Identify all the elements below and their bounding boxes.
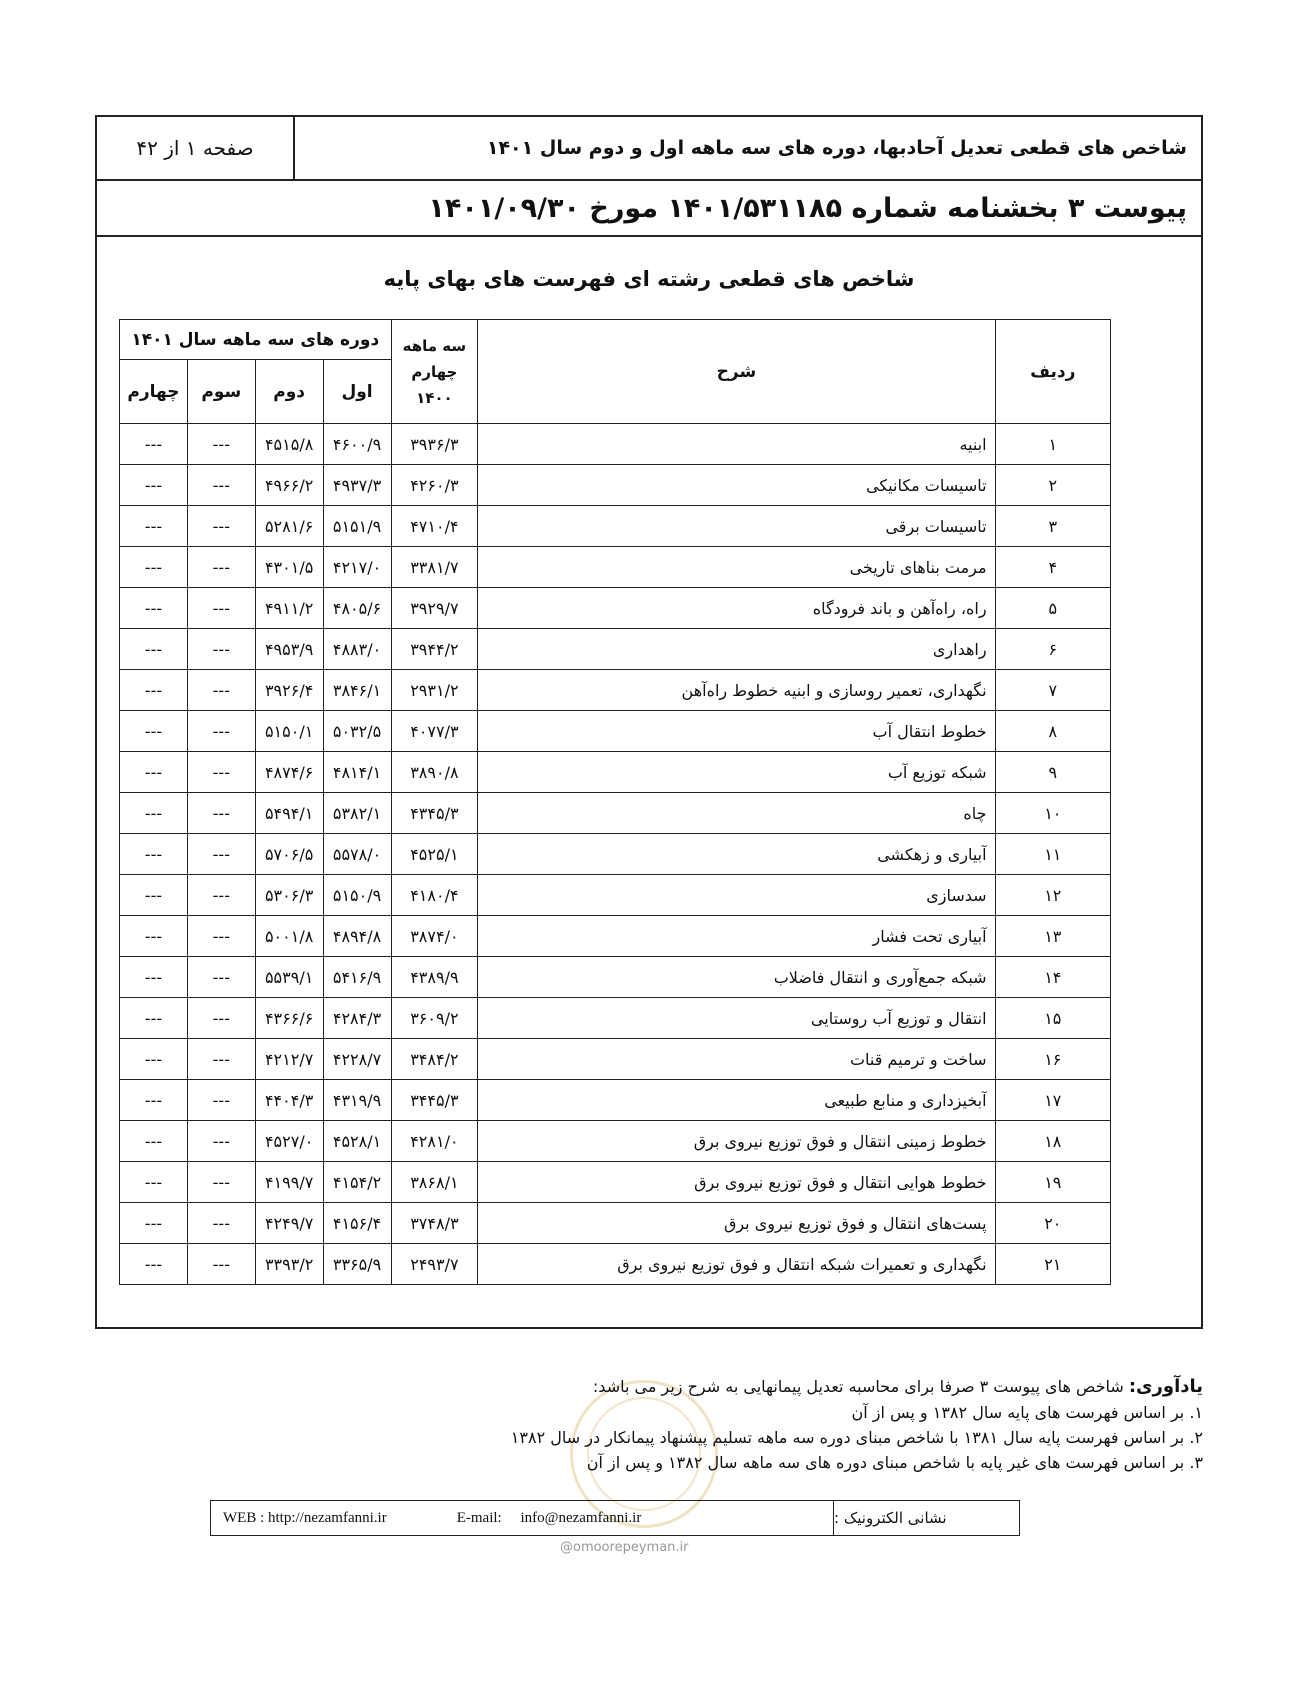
cell-q1: ۴۱۵۶/۴ bbox=[323, 1203, 391, 1244]
web-link[interactable]: WEB : http://nezamfanni.ir bbox=[223, 1509, 387, 1526]
footer-label: یادآوری: bbox=[1128, 1376, 1203, 1397]
cell-radif: ۱۲ bbox=[995, 875, 1110, 916]
cell-q4: --- bbox=[120, 793, 188, 834]
cell-q3: --- bbox=[187, 1080, 255, 1121]
footer-notes bbox=[95, 1370, 1203, 1478]
contact-box bbox=[210, 1500, 1020, 1536]
cell-q3: --- bbox=[187, 834, 255, 875]
header-radif: ردیف bbox=[995, 320, 1110, 424]
cell-q2: ۴۹۵۳/۹ bbox=[255, 629, 323, 670]
email-address[interactable]: info@nezamfanni.ir bbox=[520, 1509, 642, 1526]
table-row bbox=[120, 629, 1111, 670]
cell-desc: تاسیسات برقی bbox=[478, 506, 995, 547]
cell-q4: --- bbox=[120, 916, 188, 957]
cell-q4-1400: ۳۴۸۴/۲ bbox=[391, 1039, 478, 1080]
cell-desc: چاه bbox=[478, 793, 995, 834]
email-label: E-mail: bbox=[456, 1509, 502, 1526]
cell-q4: --- bbox=[120, 506, 188, 547]
cell-q4: --- bbox=[120, 834, 188, 875]
cell-q1: ۴۱۵۴/۲ bbox=[323, 1162, 391, 1203]
cell-q2: ۴۲۴۹/۷ bbox=[255, 1203, 323, 1244]
cell-q4-1400: ۴۷۱۰/۴ bbox=[391, 506, 478, 547]
table-title: شاخص های قطعی رشته ای فهرست های بهای پایه bbox=[383, 267, 915, 291]
cell-q4: --- bbox=[120, 1244, 188, 1285]
document-frame bbox=[95, 115, 1203, 1329]
cell-q4: --- bbox=[120, 629, 188, 670]
cell-q1: ۴۲۲۸/۷ bbox=[323, 1039, 391, 1080]
cell-desc: خطوط زمینی انتقال و فوق توزیع نیروی برق bbox=[478, 1121, 995, 1162]
cell-q4-1400: ۳۷۴۸/۳ bbox=[391, 1203, 478, 1244]
footer-item-3: ۳. بر اساس فهرست های غیر پایه با شاخص مبنای دوره های سه ماهه سال ۱۳۸۲ و پس از آن bbox=[586, 1453, 1203, 1472]
cell-q1: ۴۸۸۳/۰ bbox=[323, 629, 391, 670]
cell-q4-1400: ۴۳۸۹/۹ bbox=[391, 957, 478, 998]
cell-q2: ۵۵۳۹/۱ bbox=[255, 957, 323, 998]
cell-q1: ۴۸۰۵/۶ bbox=[323, 588, 391, 629]
footer-intro: شاخص های پیوست ۳ صرفا برای محاسبه تعدیل پیمانهایی به شرح زیر می باشد: bbox=[592, 1377, 1124, 1396]
cell-desc: خطوط هوایی انتقال و فوق توزیع نیروی برق bbox=[478, 1162, 995, 1203]
cell-q4: --- bbox=[120, 424, 188, 465]
cell-q4-1400: ۴۲۶۰/۳ bbox=[391, 465, 478, 506]
cell-q4-1400: ۳۹۲۹/۷ bbox=[391, 588, 478, 629]
cell-q4-1400: ۳۹۴۴/۲ bbox=[391, 629, 478, 670]
table-row bbox=[120, 793, 1111, 834]
cell-radif: ۱۳ bbox=[995, 916, 1110, 957]
cell-q3: --- bbox=[187, 629, 255, 670]
cell-q3: --- bbox=[187, 916, 255, 957]
cell-q1: ۵۰۳۲/۵ bbox=[323, 711, 391, 752]
cell-q4: --- bbox=[120, 588, 188, 629]
cell-radif: ۲۰ bbox=[995, 1203, 1110, 1244]
footer-item-2: ۲. بر اساس فهرست پایه سال ۱۳۸۱ با شاخص مبنای دوره سه ماهه تسلیم پیشنهاد پیمانکار در سال ۱۳۸۲ bbox=[510, 1428, 1203, 1447]
document-title: شاخص های قطعی تعدیل آحادبها، دوره های سه ماهه اول و دوم سال ۱۴۰۱ bbox=[486, 137, 1187, 159]
table-row bbox=[120, 465, 1111, 506]
cell-desc: آبخیزداری و منابع طبیعی bbox=[478, 1080, 995, 1121]
table-row bbox=[120, 1039, 1111, 1080]
cell-q4: --- bbox=[120, 998, 188, 1039]
cell-q3: --- bbox=[187, 465, 255, 506]
cell-desc: ساخت و ترمیم قنات bbox=[478, 1039, 995, 1080]
cell-desc: انتقال و توزیع آب روستایی bbox=[478, 998, 995, 1039]
contact-links bbox=[211, 1501, 834, 1535]
cell-q2: ۴۹۱۱/۲ bbox=[255, 588, 323, 629]
cell-radif: ۱ bbox=[995, 424, 1110, 465]
header-q3: سوم bbox=[187, 360, 255, 424]
table-row bbox=[120, 875, 1111, 916]
cell-q1: ۵۱۵۰/۹ bbox=[323, 875, 391, 916]
cell-q4: --- bbox=[120, 752, 188, 793]
cell-q4-1400: ۴۱۸۰/۴ bbox=[391, 875, 478, 916]
cell-q1: ۵۳۸۲/۱ bbox=[323, 793, 391, 834]
cell-radif: ۲ bbox=[995, 465, 1110, 506]
cell-radif: ۳ bbox=[995, 506, 1110, 547]
cell-radif: ۱۵ bbox=[995, 998, 1110, 1039]
cell-q2: ۵۴۹۴/۱ bbox=[255, 793, 323, 834]
cell-q2: ۴۳۶۶/۶ bbox=[255, 998, 323, 1039]
cell-desc: راه، راه‌آهن و باند فرودگاه bbox=[478, 588, 995, 629]
cell-desc: سدسازی bbox=[478, 875, 995, 916]
table-row bbox=[120, 711, 1111, 752]
cell-q1: ۴۹۳۷/۳ bbox=[323, 465, 391, 506]
cell-q2: ۳۹۲۶/۴ bbox=[255, 670, 323, 711]
table-row bbox=[120, 1121, 1111, 1162]
cell-q4: --- bbox=[120, 547, 188, 588]
cell-q2: ۵۰۰۱/۸ bbox=[255, 916, 323, 957]
cell-q3: --- bbox=[187, 588, 255, 629]
cell-q4-1400: ۳۸۷۴/۰ bbox=[391, 916, 478, 957]
cell-q4-1400: ۳۴۴۵/۳ bbox=[391, 1080, 478, 1121]
cell-radif: ۶ bbox=[995, 629, 1110, 670]
cell-q4-1400: ۳۸۹۰/۸ bbox=[391, 752, 478, 793]
table-row bbox=[120, 547, 1111, 588]
cell-q3: --- bbox=[187, 670, 255, 711]
cell-q4: --- bbox=[120, 1039, 188, 1080]
cell-q3: --- bbox=[187, 1121, 255, 1162]
cell-desc: خطوط انتقال آب bbox=[478, 711, 995, 752]
table-row bbox=[120, 1244, 1111, 1285]
cell-q4-1400: ۴۳۴۵/۳ bbox=[391, 793, 478, 834]
table-row bbox=[120, 998, 1111, 1039]
cell-q4-1400: ۴۲۸۱/۰ bbox=[391, 1121, 478, 1162]
cell-radif: ۴ bbox=[995, 547, 1110, 588]
cell-radif: ۸ bbox=[995, 711, 1110, 752]
cell-q2: ۴۳۰۱/۵ bbox=[255, 547, 323, 588]
cell-q1: ۳۳۶۵/۹ bbox=[323, 1244, 391, 1285]
cell-q4: --- bbox=[120, 670, 188, 711]
cell-radif: ۱۶ bbox=[995, 1039, 1110, 1080]
cell-q1: ۵۴۱۶/۹ bbox=[323, 957, 391, 998]
cell-q4-1400: ۳۳۸۱/۷ bbox=[391, 547, 478, 588]
cell-q2: ۴۹۶۶/۲ bbox=[255, 465, 323, 506]
cell-q4: --- bbox=[120, 1080, 188, 1121]
cell-desc: نگهداری و تعمیرات شبکه انتقال و فوق توزیع نیروی برق bbox=[478, 1244, 995, 1285]
cell-desc: پست‌های انتقال و فوق توزیع نیروی برق bbox=[478, 1203, 995, 1244]
cell-q1: ۴۲۱۷/۰ bbox=[323, 547, 391, 588]
cell-q4-1400: ۴۵۲۵/۱ bbox=[391, 834, 478, 875]
cell-q4-1400: ۳۸۶۸/۱ bbox=[391, 1162, 478, 1203]
page-number: صفحه ۱ از ۴۲ bbox=[97, 117, 295, 179]
cell-q2: ۴۸۷۴/۶ bbox=[255, 752, 323, 793]
table-row bbox=[120, 1203, 1111, 1244]
cell-q4-1400: ۳۹۳۶/۳ bbox=[391, 424, 478, 465]
header-q1: اول bbox=[323, 360, 391, 424]
cell-q1: ۴۵۲۸/۱ bbox=[323, 1121, 391, 1162]
footer-item-1: ۱. بر اساس فهرست های پایه سال ۱۳۸۲ و پس از آن bbox=[851, 1403, 1203, 1422]
cell-q1: ۴۳۱۹/۹ bbox=[323, 1080, 391, 1121]
table-row bbox=[120, 1080, 1111, 1121]
table-row bbox=[120, 957, 1111, 998]
table-row bbox=[120, 752, 1111, 793]
cell-desc: تاسیسات مکانیکی bbox=[478, 465, 995, 506]
cell-q1: ۳۸۴۶/۱ bbox=[323, 670, 391, 711]
cell-q4-1400: ۲۹۳۱/۲ bbox=[391, 670, 478, 711]
table-row bbox=[120, 670, 1111, 711]
cell-q3: --- bbox=[187, 424, 255, 465]
cell-q3: --- bbox=[187, 998, 255, 1039]
contact-label: نشانی الکترونیک : bbox=[834, 1509, 947, 1527]
cell-radif: ۱۹ bbox=[995, 1162, 1110, 1203]
cell-q3: --- bbox=[187, 506, 255, 547]
header-desc: شرح bbox=[478, 320, 995, 424]
cell-radif: ۱۱ bbox=[995, 834, 1110, 875]
table-row bbox=[120, 834, 1111, 875]
cell-q4-1400: ۴۰۷۷/۳ bbox=[391, 711, 478, 752]
table-body bbox=[120, 424, 1111, 1285]
cell-q3: --- bbox=[187, 1039, 255, 1080]
table-row bbox=[120, 506, 1111, 547]
watermark: @omoorepeyman.ir bbox=[560, 1540, 689, 1555]
cell-q4: --- bbox=[120, 1162, 188, 1203]
cell-q4: --- bbox=[120, 711, 188, 752]
cell-q3: --- bbox=[187, 875, 255, 916]
table-row bbox=[120, 916, 1111, 957]
cell-q3: --- bbox=[187, 752, 255, 793]
cell-radif: ۹ bbox=[995, 752, 1110, 793]
cell-desc: شبکه جمع‌آوری و انتقال فاضلاب bbox=[478, 957, 995, 998]
header-q4-1400: سه ماهه چهارم ۱۴۰۰ bbox=[391, 320, 478, 424]
cell-desc: نگهداری، تعمیر روسازی و ابنیه خطوط راه‌آهن bbox=[478, 670, 995, 711]
cell-desc: شبکه توزیع آب bbox=[478, 752, 995, 793]
cell-q3: --- bbox=[187, 957, 255, 998]
cell-radif: ۱۷ bbox=[995, 1080, 1110, 1121]
cell-q2: ۴۵۲۷/۰ bbox=[255, 1121, 323, 1162]
email-link[interactable] bbox=[457, 1510, 642, 1527]
index-table bbox=[119, 319, 1111, 1285]
cell-radif: ۱۰ bbox=[995, 793, 1110, 834]
cell-desc: آبیاری تحت فشار bbox=[478, 916, 995, 957]
cell-desc: ابنیه bbox=[478, 424, 995, 465]
cell-radif: ۵ bbox=[995, 588, 1110, 629]
cell-q1: ۵۵۷۸/۰ bbox=[323, 834, 391, 875]
cell-q1: ۴۶۰۰/۹ bbox=[323, 424, 391, 465]
cell-q4-1400: ۳۶۰۹/۲ bbox=[391, 998, 478, 1039]
cell-q3: --- bbox=[187, 711, 255, 752]
cell-q4: --- bbox=[120, 1203, 188, 1244]
cell-q2: ۴۲۱۲/۷ bbox=[255, 1039, 323, 1080]
cell-q3: --- bbox=[187, 1203, 255, 1244]
cell-q1: ۴۸۱۴/۱ bbox=[323, 752, 391, 793]
cell-q3: --- bbox=[187, 1162, 255, 1203]
table-row bbox=[120, 1162, 1111, 1203]
cell-q3: --- bbox=[187, 1244, 255, 1285]
cell-q3: --- bbox=[187, 793, 255, 834]
header-row bbox=[97, 117, 1201, 181]
cell-q2: ۵۳۰۶/۳ bbox=[255, 875, 323, 916]
footer-intro-line bbox=[95, 1376, 1203, 1397]
table-row bbox=[120, 424, 1111, 465]
cell-radif: ۱۸ bbox=[995, 1121, 1110, 1162]
cell-q1: ۴۸۹۴/۸ bbox=[323, 916, 391, 957]
cell-q1: ۵۱۵۱/۹ bbox=[323, 506, 391, 547]
cell-q2: ۴۵۱۵/۸ bbox=[255, 424, 323, 465]
header-q4: چهارم bbox=[120, 360, 188, 424]
cell-radif: ۱۴ bbox=[995, 957, 1110, 998]
cell-q2: ۵۱۵۰/۱ bbox=[255, 711, 323, 752]
cell-q4: --- bbox=[120, 465, 188, 506]
cell-q2: ۵۷۰۶/۵ bbox=[255, 834, 323, 875]
header-q2: دوم bbox=[255, 360, 323, 424]
table-row bbox=[120, 588, 1111, 629]
cell-q2: ۴۱۹۹/۷ bbox=[255, 1162, 323, 1203]
cell-q2: ۴۴۰۴/۳ bbox=[255, 1080, 323, 1121]
cell-q4-1400: ۲۴۹۳/۷ bbox=[391, 1244, 478, 1285]
cell-radif: ۷ bbox=[995, 670, 1110, 711]
document-subtitle: پیوست ۳ بخشنامه شماره ۱۴۰۱/۵۳۱۱۸۵ مورخ ۱۴۰۱/۰۹/۳۰ bbox=[97, 181, 1201, 237]
cell-desc: راهداری bbox=[478, 629, 995, 670]
cell-q2: ۵۲۸۱/۶ bbox=[255, 506, 323, 547]
cell-q4: --- bbox=[120, 957, 188, 998]
cell-q3: --- bbox=[187, 547, 255, 588]
cell-q4: --- bbox=[120, 875, 188, 916]
cell-radif: ۲۱ bbox=[995, 1244, 1110, 1285]
cell-desc: آبیاری و زهکشی bbox=[478, 834, 995, 875]
cell-q2: ۳۳۹۳/۲ bbox=[255, 1244, 323, 1285]
header-group-1401: دوره های سه ماهه سال ۱۴۰۱ bbox=[120, 320, 392, 360]
cell-desc: مرمت بناهای تاریخی bbox=[478, 547, 995, 588]
cell-q4: --- bbox=[120, 1121, 188, 1162]
cell-q1: ۴۲۸۴/۳ bbox=[323, 998, 391, 1039]
